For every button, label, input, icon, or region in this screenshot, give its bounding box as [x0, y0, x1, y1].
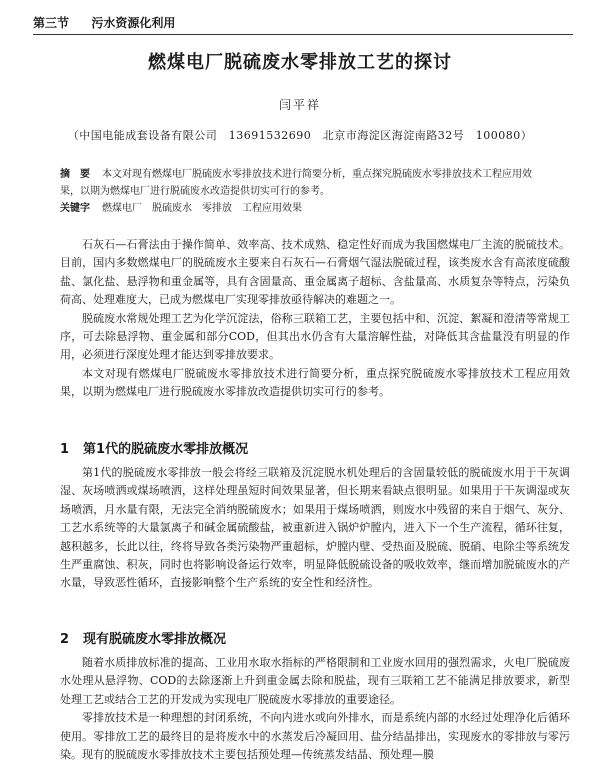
intro-paragraph-2: 脱硫废水常规处理工艺为化学沉淀法，俗称三联箱工艺，主要包括中和、沉淀、絮凝和澄清等常规工序，可去除悬浮物、重金属和部分COD，但其出水仍含有大量溶解性盐，对降低其含盐量没有明显的作用，必须进行深度处理才能达到零排放要求。: [60, 311, 570, 362]
header-rule: [33, 34, 573, 35]
abstract-paragraph: [60, 166, 550, 200]
intro-block: [60, 236, 570, 402]
abstract-label: 摘 要: [60, 169, 90, 180]
section-1-paragraph-1: 第1代的脱硫废水零排放一般会将经三联箱及沉淀脱水机处理后的含固量较低的脱硫废水用于干灰调湿、灰场喷洒或煤场喷洒，这样处理虽短时间效果显著，但长期来看缺点很明显。如果用于干灰调湿或灰场喷洒，月水量有限，无法完全消纳脱硫废水；如果用于煤场喷洒，则废水中残留的来自于烟气、灰分、工艺水系统等的大量氯离子和碱金属硫酸盐，被重新进入锅炉炉膛内，进入下一个生产流程，循环往复，越积越多，长此以往，终将导致各类污染物严重超标，炉膛内壁、受热面及脱硫、脱硝、电除尘等系统发生严重腐蚀、积灰，同时也将影响设备运行效率，明显降低脱硫设备的吸收效率，继而增加脱硫废水的产水量，导致恶性循环，直接影响整个生产系统的安全性和经济性。: [60, 466, 570, 590]
section-label: 第三节: [33, 16, 70, 30]
section-1-title: 第1代的脱硫废水零排放概况: [83, 442, 249, 457]
section-title: 污水资源化利用: [91, 16, 176, 30]
section-1-heading: [60, 438, 248, 457]
paper-title: 燃煤电厂脱硫废水零排放工艺的探讨: [148, 52, 452, 73]
page-header: [33, 14, 573, 31]
intro-paragraph-1: 石灰石—石膏法由于操作简单、效率高、技术成熟、稳定性好而成为我国燃煤电厂主流的脱硫技术。目前，国内多数燃煤电厂的脱硫废水主要来自石灰石—石膏烟气湿法脱硫过程，该类废水含有高浓度硫酸盐、氯化盐、悬浮物和重金属等，具有含固量高、重金属离子超标、含盐量高、水质复杂等特点，污染负荷高、处理难度大，已成为燃煤电厂实现零排放亟待解决的难题之一。: [60, 238, 570, 307]
section-2-heading: [60, 628, 226, 647]
keywords-text: 燃煤电厂 脱硫废水 零排放 工程应用效果: [102, 203, 302, 214]
section-1-number: 1: [60, 442, 70, 457]
abstract-text: 本文对现有燃煤电厂脱硫废水零排放技术进行简要分析，重点探究脱硫废水零排放技术工程应用效果，以期为燃煤电厂进行脱硫废水改造提供切实可行的参考。: [60, 169, 532, 197]
section-2-paragraph-2: 零排放技术是一种理想的封闭系统，不向内进水或向外排水，而是系统内部的水经过处理净化后循环使用。零排放工艺的最终目的是将废水中的水蒸发后冷凝回用、盐分结晶排出，实现废水的零排放与零污染。现有的脱硫废水零排放技术主要包括预处理—传统蒸发结晶、预处理—膜: [60, 711, 570, 762]
abstract-block: [60, 166, 550, 217]
section-2-body: [60, 654, 570, 764]
paper-author: 闫平祥: [278, 98, 321, 112]
keywords-label: 关键字: [60, 203, 90, 214]
paper-affiliation: （中国电能成套设备有限公司 13691532690 北京市海淀区海淀南路32号 100080）: [67, 129, 533, 142]
section-1-body: [60, 464, 570, 593]
section-2-paragraph-1: 随着水质排放标准的提高、工业用水取水指标的严格限制和工业废水回用的强烈需求，火电厂脱硫废水处理从悬浮物、COD的去除逐渐上升到重金属去除和脱盐，现有三联箱工艺不能满足排放要求，新型处理工艺或结合工艺的开发成为实现电厂脱硫废水零排放的重要途径。: [60, 656, 570, 706]
section-2-number: 2: [60, 632, 70, 647]
keywords-paragraph: [60, 200, 550, 217]
section-2-title: 现有脱硫废水零排放概况: [83, 632, 227, 647]
intro-paragraph-3: 本文对现有燃煤电厂脱硫废水零排放技术进行简要分析，重点探究脱硫废水零排放技术工程应用效果，以期为燃煤电厂进行脱硫废水零排放改造提供切实可行的参考。: [60, 366, 570, 399]
